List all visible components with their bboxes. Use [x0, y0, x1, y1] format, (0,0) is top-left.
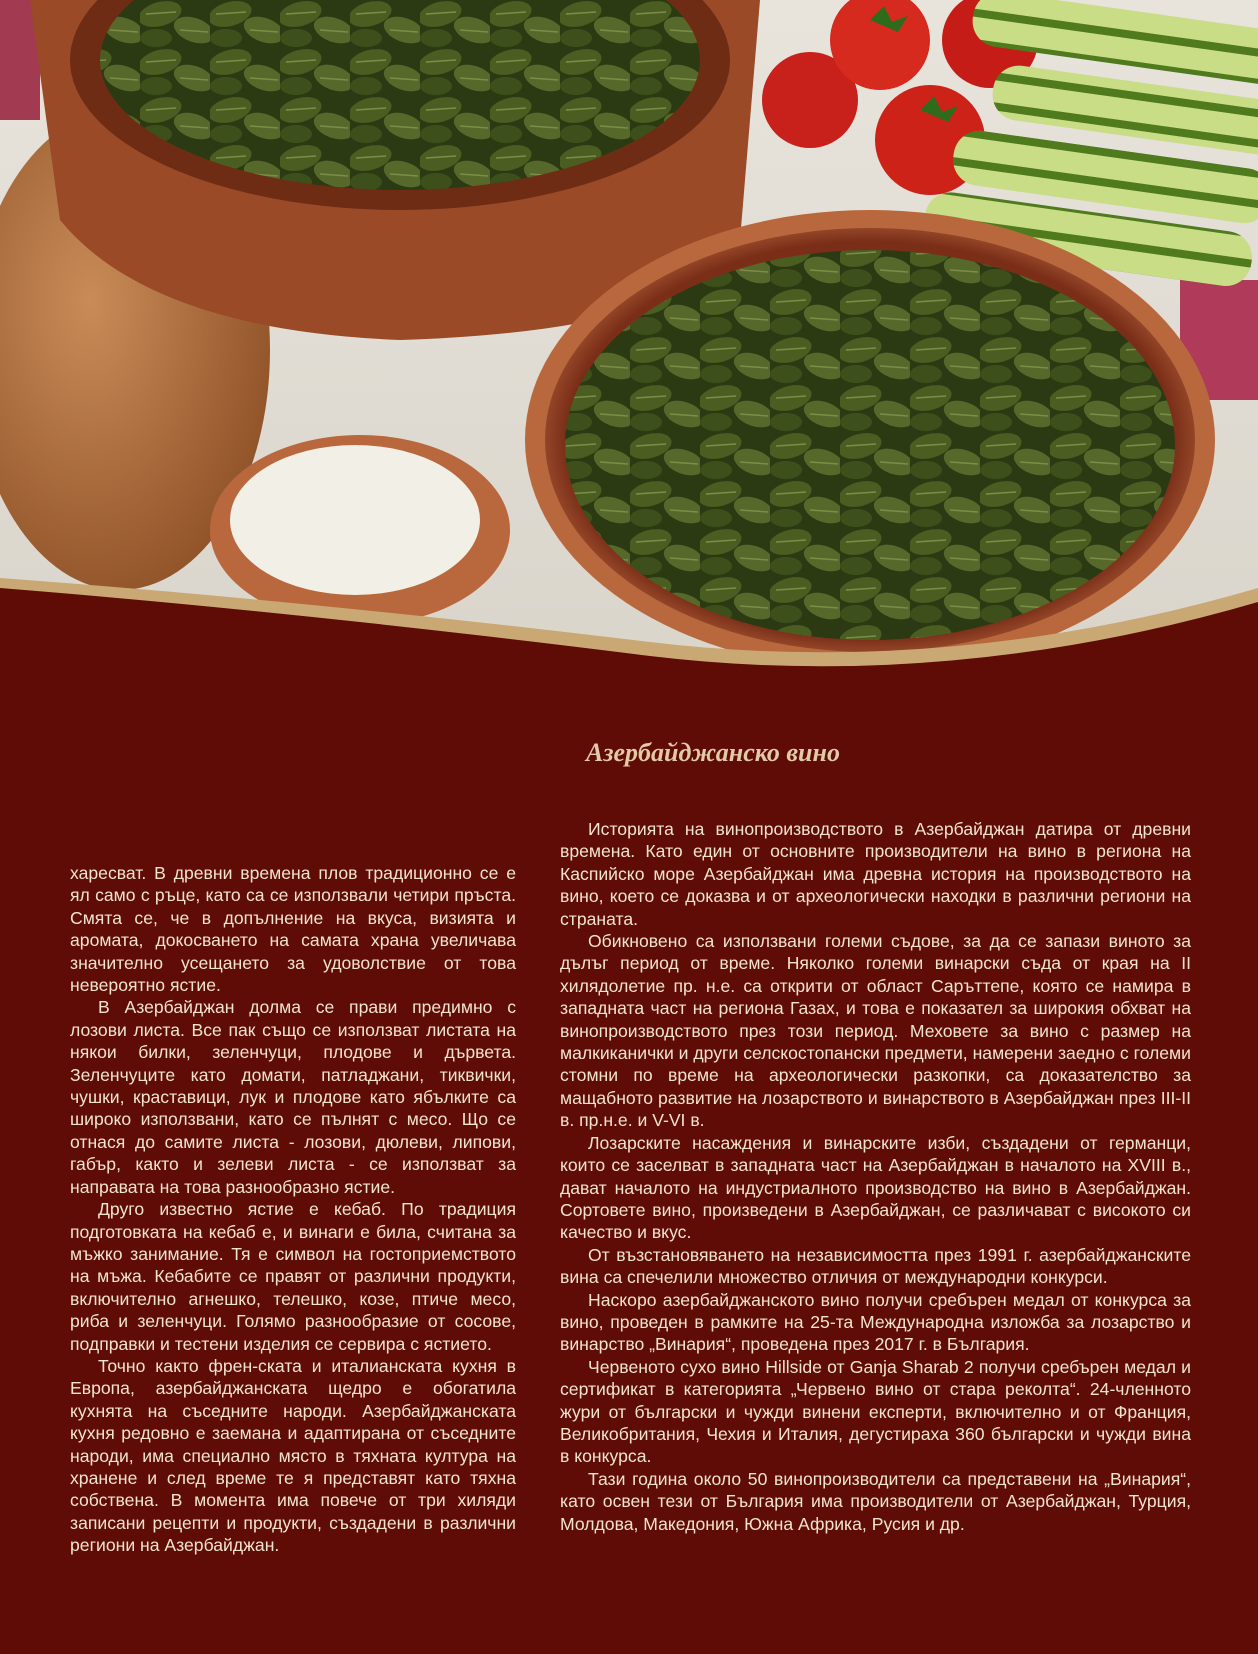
paragraph: В Азербайджан долма се прави предимно с лозови листа. Все пак също се използват листата на някои билки, зеленчуци, плодове и дървета. Зеленчуците като домати, патладжани, тиквички, чушки, краставици, лук и плодове като ябълките са широко използвани, като се пълнят с месо. Що се отнася до самите листа - лозови, дюлеви, липови, габър, както и зелеви листа - се използват за направата на това разнообразно ястие. — [70, 997, 516, 1197]
paragraph: харесват. В древни времена плов традиционно се е ял само с ръце, като са се използвали четири пръста. Смята се, че в допълнение на вкуса, визията и аромата, докосването на самата храна увеличава значително усещането за удоволствие от това невероятно ястие. — [70, 863, 516, 996]
paragraph: Точно както френ-ската и италианската кухня в Европа, азербайджанската щедро е обогатила кухнята на съседните народи. Азербайджанската кухня редовно е заемана и адаптирана от съседните народи, има специално място в тяхната култура на хранене и след време те я представят като тяхна собствена. В момента има повече от три хиляди записани рецепти и продукти, създадени в различни региони на Азербайджан. — [70, 1355, 516, 1556]
paragraph: Лозарските насаждения и винарските изби, създадени от германци, които се заселват в западната част на Азербайджан в началото на XVIII в., дават началото на индустриалното производство на вино в Азербайджан. Сортовете вино, произведени в Азербайджан, се различават с високото си качество и вкус. — [560, 1132, 1191, 1243]
left-text-column — [70, 862, 516, 1557]
paragraph: Червеното сухо вино Hillside от Ganja Sharab 2 получи сребърен медал и сертификат в категорията „Червено вино от стара реколта“. 24-членното жури от български и чужди винени експерти, включително и от Франция, Великобритания, Чехия и Италия, дегустираха 360 български и чужди вина в конкурса. — [560, 1356, 1191, 1467]
decorative-wave — [0, 560, 1258, 740]
paragraph: Наскоро азербайджанското вино получи сребърен медал от конкурса за вино, проведен в рамките на 25-та Международна изложба за лозарство и винарство „Винария“, проведена през 2017 г. в България. — [560, 1289, 1191, 1355]
paragraph: Историята на винопроизводството в Азербайджан датира от древни времена. Като един от основните производители на вино в региона на Каспийско море Азербайджан има древна история на производството на вино, което се доказва и от археологически находки в различни региони на страната. — [560, 819, 1191, 929]
paragraph: От възстановяването на независимостта през 1991 г. азербайджанските вина са спечелили множество отличия от международни конкурси. — [560, 1244, 1191, 1288]
paragraph: Друго известно ястие е кебаб. По традиция подготовката на кебаб е, и винаги е била, считана за мъжко занимание. Тя е символ на гостоприемството на мъжа. Кебабите се правят от различни продукти, включително агнешко, телешко, козе, птиче месо, риба и зеленчуци. Голямо разнообразие от сосове, подправки и тестени изделия се сервира с ястието. — [70, 1199, 516, 1354]
right-text-column — [560, 818, 1191, 1535]
paragraph: Обикновено са използвани големи съдове, за да се запази виното за дълъг период от време. Няколко големи винарски съда от края на II хилядолетие пр. н.е. са открити от област Саръттепе, която се намира в западната част на региона Газах, и това е показател за широкия обхват на винопроизводството през този период. Меховете за вино с размер на малкиканички и други селскостопански предмети, намерени заедно с големи стомни по време на археологически разкопки, са доказателство за мащабното развитие на лозарството и винарството в Азербайджан през III-II в. пр.н.е. и V-VI в. — [560, 931, 1191, 1131]
paragraph: Тази година около 50 винопроизводители са представени на „Винария“, като освен тези от България има производители от Азербайджан, Турция, Молдова, Македония, Южна Африка, Русия и др. — [560, 1468, 1191, 1534]
article-heading: Азербайджанско вино — [586, 738, 840, 767]
